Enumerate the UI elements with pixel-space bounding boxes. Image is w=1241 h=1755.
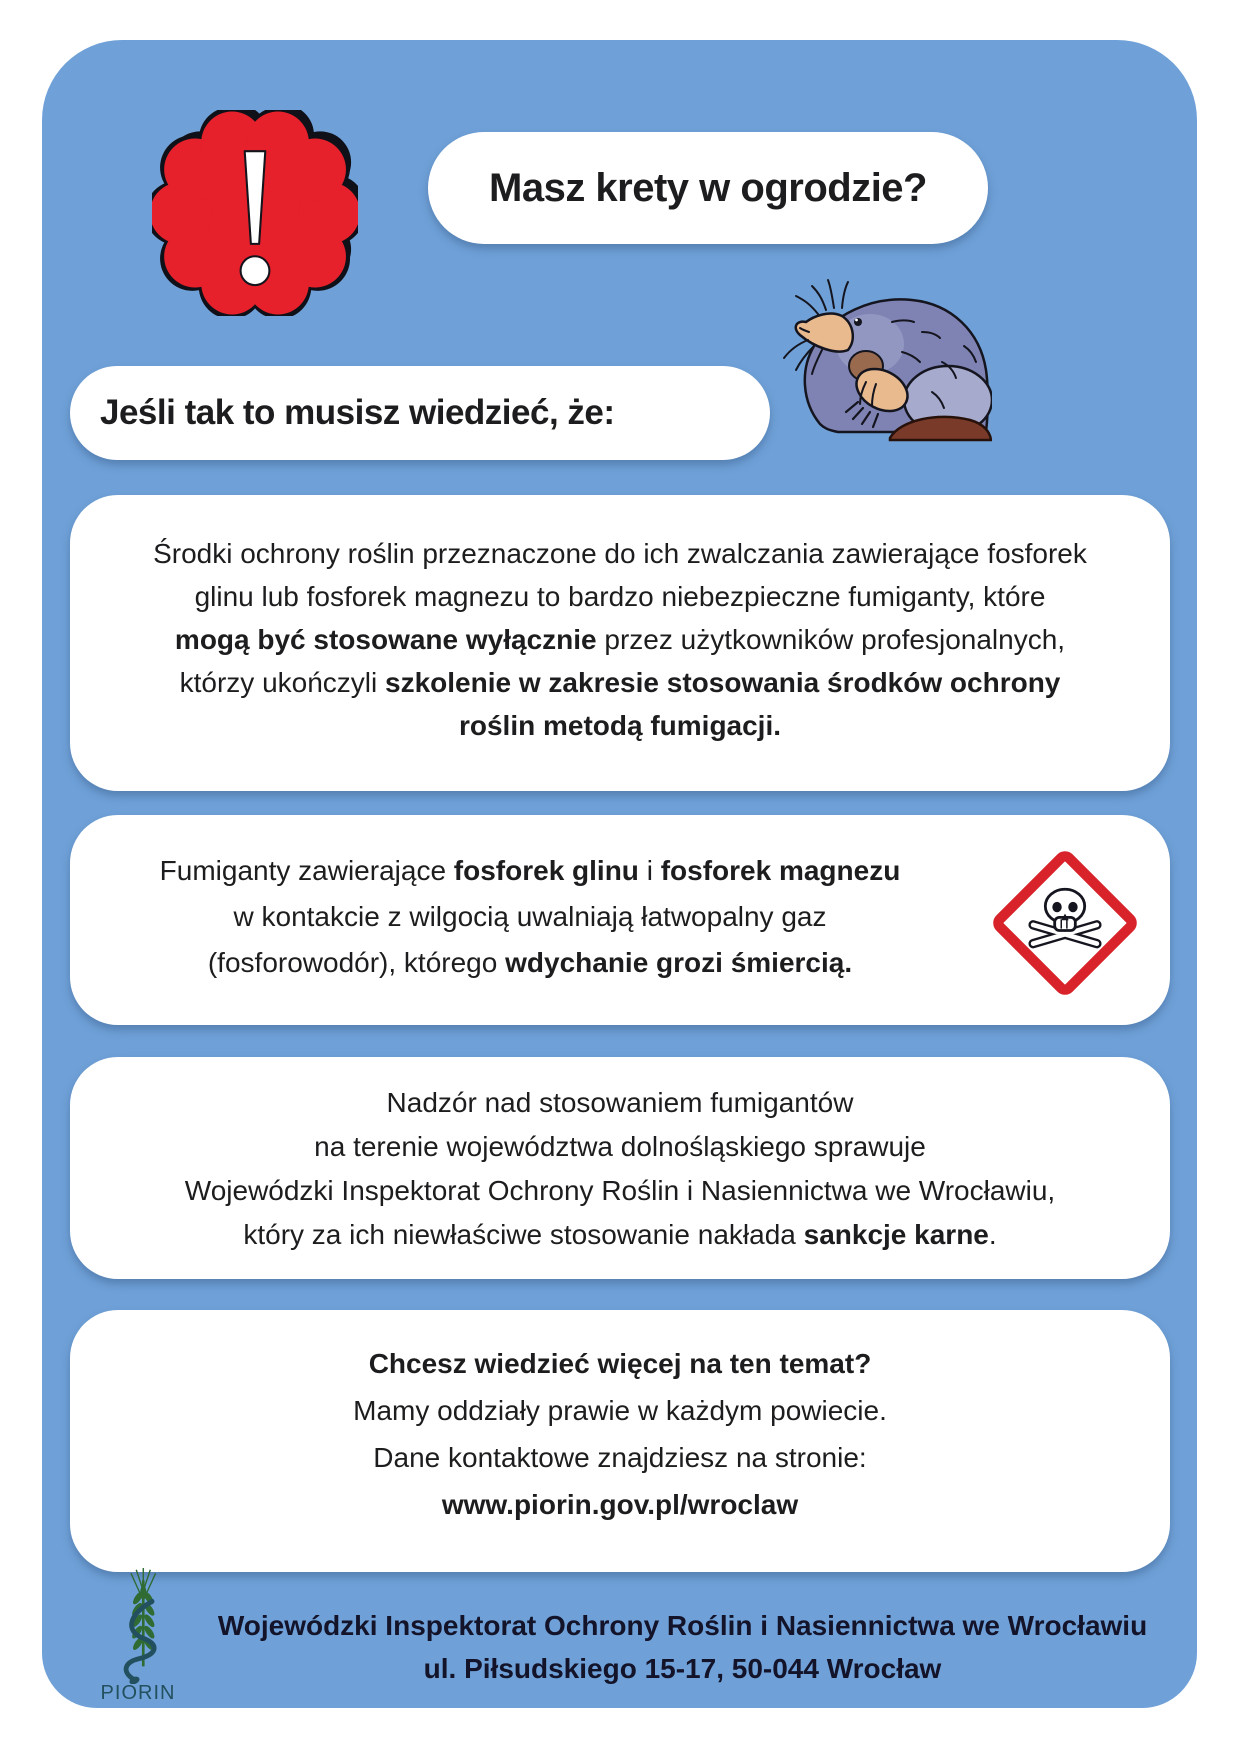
subtitle-text: Jeśli tak to musisz wiedzieć, że: [100,393,615,432]
info-box-4-text [100,1340,1140,1528]
text-line: Nadzór nad stosowaniem fumigantów [386,1087,854,1118]
text-line: Fumiganty zawierające fosforek glinu i fosforek magnezu [159,855,901,886]
info-box-3-text [100,1081,1140,1257]
subtitle-pill [70,366,770,460]
info-box-2-text [80,848,980,986]
title-pill [428,132,988,244]
info-box-toxic-gas [70,815,1170,1025]
exclamation-alert-badge-icon [152,110,358,316]
skull-crossbones-icon [990,848,1140,998]
footer-address [185,1604,1180,1690]
exclamation-dot [241,256,270,285]
text-line: który za ich niewłaściwe stosowanie nakłada sankcje karne. [243,1219,997,1250]
footer-org-name: Wojewódzki Inspektorat Ochrony Roślin i Nasiennictwa we Wrocławiu [217,1610,1148,1641]
mole-illustration [742,262,992,442]
text-line: w kontakcie z wilgocią uwalniają łatwopalny gaz [233,901,827,932]
text-line: Dane kontaktowe znajdziesz na stronie: [373,1442,867,1473]
piorin-wheat-snake-logo-icon [92,1568,184,1684]
text-line: roślin metodą fumigacji. [458,710,782,741]
text-line: Środki ochrony roślin przeznaczone do ich zwalczania zawierające fosforek [153,538,1087,569]
text-line: Wojewódzki Inspektorat Ochrony Roślin i Nasiennictwa we Wrocławiu, [184,1175,1056,1206]
info-box-fumigants-warning [70,495,1170,791]
text-line: mogą być stosowane wyłącznie przez użytkowników profesjonalnych, [174,624,1066,655]
text-line: glinu lub fosforek magnezu to bardzo niebezpieczne fumiganty, które [194,581,1046,612]
info-box-1-text [100,532,1140,747]
footer-org-street: ul. Piłsudskiego 15-17, 50-044 Wrocław [423,1653,942,1684]
page-title: Masz krety w ogrodzie? [489,165,927,210]
text-line: (fosforowodór), którego wdychanie grozi śmiercią. [207,947,853,978]
info-box-more-info [70,1310,1170,1572]
text-line: którzy ukończyli szkolenie w zakresie stosowania środków ochrony [179,667,1061,698]
website-url: www.piorin.gov.pl/wroclaw [441,1489,799,1520]
text-line: Mamy oddziały prawie w każdym powiecie. [353,1395,887,1426]
text-line: Chcesz wiedzieć więcej na ten temat? [368,1348,872,1379]
info-box-supervision [70,1057,1170,1279]
text-line: na terenie województwa dolnośląskiego sprawuje [314,1131,926,1162]
logo-label: PIORIN [100,1682,176,1704]
